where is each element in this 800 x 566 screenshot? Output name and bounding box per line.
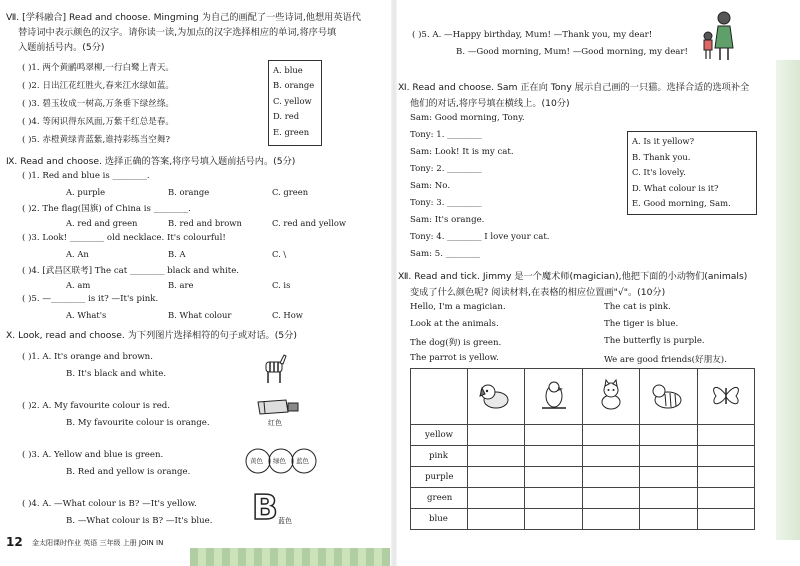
s9-q3-circle-2: 绿色	[273, 457, 286, 465]
grid-cell[interactable]	[525, 467, 582, 488]
s9-q2-a[interactable]: ( )2. A. My favourite colour is red.	[22, 401, 171, 411]
butterfly-icon	[706, 378, 746, 412]
s11-line-7: Sam: It's orange.	[410, 215, 485, 225]
s12-right-4: We are good friends(好朋友).	[604, 355, 727, 365]
s11-line-3: Sam: Look! It is my cat.	[410, 147, 514, 157]
s8-q4-b[interactable]: B. are	[168, 280, 194, 290]
grid-cell[interactable]	[640, 488, 697, 509]
s11-line-9[interactable]: Sam: 5. ________	[410, 249, 481, 259]
s8-q2-a[interactable]: A. red and green	[66, 218, 138, 228]
s8-q1-b[interactable]: B. orange	[168, 187, 210, 197]
s11-option-b: B. Thank you.	[632, 152, 691, 162]
grid-row-label: yellow	[411, 425, 468, 446]
s8-q1-a[interactable]: A. purple	[66, 187, 106, 197]
s12-right-2: The tiger is blue.	[604, 319, 679, 329]
grid-row-pink	[411, 446, 755, 467]
grid-cell[interactable]	[468, 467, 525, 488]
grid-cell[interactable]	[525, 488, 582, 509]
s11-line-5: Sam: No.	[410, 181, 451, 191]
grid-col-dog	[468, 369, 525, 425]
grid-col-cat	[582, 369, 639, 425]
s8-q1-c[interactable]: C. green	[272, 187, 309, 197]
s7-item-3[interactable]: ( )3. 碧玉妆成一树高,万条垂下绿丝绦。	[22, 99, 175, 109]
s7-option-e: E. green	[273, 127, 310, 137]
s8-q5[interactable]: ( )5. —________ is it? —It's pink.	[22, 294, 159, 304]
s7-option-a: A. blue	[273, 65, 303, 75]
s11-line-2[interactable]: Tony: 1. ________	[410, 130, 482, 140]
grid-cell[interactable]	[697, 446, 754, 467]
grid-cell[interactable]	[640, 446, 697, 467]
s12-title-line2: 变成了什么颜色呢? 阅读材料,在表格的相应位置画"√"。(10分)	[410, 287, 666, 298]
grid-cell[interactable]	[468, 509, 525, 530]
s9-q3-circle-3: 蓝色	[296, 457, 309, 465]
s8-title: Ⅸ. Read and choose. 选择正确的答案,将序号填入题前括号内。(5分)	[6, 156, 296, 167]
r5-b[interactable]: B. —Good morning, Mum! —Good morning, my dear!	[456, 47, 688, 57]
s8-q1[interactable]: ( )1. Red and blue is ________.	[22, 171, 150, 181]
s8-q5-b[interactable]: B. What colour	[168, 310, 232, 320]
s8-q4-c[interactable]: C. is	[272, 280, 291, 290]
grid-cell[interactable]	[697, 488, 754, 509]
answer-grid	[410, 368, 755, 530]
s8-q2-b[interactable]: B. red and brown	[168, 218, 242, 228]
s7-option-b: B. orange	[273, 80, 315, 90]
s8-q3-a[interactable]: A. An	[66, 249, 89, 259]
grid-cell[interactable]	[468, 446, 525, 467]
grid-cell[interactable]	[640, 467, 697, 488]
grid-header-row	[411, 369, 755, 425]
s8-q4[interactable]: ( )4. [武昌区联考] The cat ________ black and white.	[22, 266, 240, 276]
s11-option-a: A. Is it yellow?	[632, 136, 695, 146]
zebra-icon	[262, 352, 288, 386]
grid-cell[interactable]	[582, 509, 639, 530]
page-gutter	[391, 0, 397, 566]
s8-q3-c[interactable]: C. \	[272, 249, 287, 259]
s8-q5-a[interactable]: A. What's	[66, 310, 107, 320]
s12-right-3: The butterfly is purple.	[604, 336, 705, 346]
s11-line-1: Sam: Good morning, Tony.	[410, 113, 525, 123]
grid-cell[interactable]	[697, 425, 754, 446]
s7-item-1[interactable]: ( )1. 两个黄鹂鸣翠柳,一行白鹭上青天。	[22, 63, 175, 73]
s9-q4-caption: 蓝色	[278, 517, 292, 525]
grid-col-butterfly	[697, 369, 754, 425]
grid-row-label: blue	[411, 509, 468, 530]
s7-title-line1: Ⅶ. [学科融合] Read and choose. Mingming 为自己的画配了一些诗词,他想用英语代	[6, 12, 361, 23]
grid-cell[interactable]	[640, 509, 697, 530]
decorative-band	[776, 60, 800, 540]
letter-b-icon: B	[252, 488, 278, 528]
grid-col-parrot	[525, 369, 582, 425]
grid-row-purple	[411, 467, 755, 488]
s9-q4-a[interactable]: ( )4. A. —What colour is B? —It's yellow.	[22, 499, 197, 509]
s8-q2-c[interactable]: C. red and yellow	[272, 218, 347, 228]
grid-cell[interactable]	[525, 425, 582, 446]
s9-q2-b[interactable]: B. My favourite colour is orange.	[66, 418, 210, 428]
s12-left-2: Look at the animals.	[410, 319, 499, 329]
s9-q4-b[interactable]: B. —What colour is B? —It's blue.	[66, 516, 213, 526]
grid-row-label: pink	[411, 446, 468, 467]
s7-item-2[interactable]: ( )2. 日出江花红胜火,春来江水绿如蓝。	[22, 81, 175, 91]
s7-option-d: D. red	[273, 111, 300, 121]
footer-decoration	[190, 548, 390, 566]
s9-title: Ⅹ. Look, read and choose. 为下列图片选择相符的句子或对话。(5分)	[6, 330, 297, 341]
grid-row-blue	[411, 509, 755, 530]
s12-title-line1: Ⅻ. Read and tick. Jimmy 是一个魔术师(magician),他把下面的小动物们(animals)	[398, 271, 748, 282]
grid-cell[interactable]	[697, 467, 754, 488]
grid-cell[interactable]	[582, 425, 639, 446]
s12-right-1: The cat is pink.	[604, 302, 671, 312]
parrot-icon	[534, 378, 574, 412]
s9-q3-b[interactable]: B. Red and yellow is orange.	[66, 467, 191, 477]
grid-row-green	[411, 488, 755, 509]
paint-tube-icon	[254, 396, 302, 418]
footer-text: 金太阳课时作业 英语 三年级 上册 JOIN IN	[32, 539, 164, 547]
grid-cell[interactable]	[582, 488, 639, 509]
s9-q1-a[interactable]: ( )1. A. It's orange and brown.	[22, 352, 153, 362]
grid-cell[interactable]	[525, 509, 582, 530]
s11-line-4[interactable]: Tony: 2. ________	[410, 164, 482, 174]
s9-q3-a[interactable]: ( )3. A. Yellow and blue is green.	[22, 450, 164, 460]
s8-q2[interactable]: ( )2. The flag(国旗) of China is ________.	[22, 204, 191, 214]
grid-cell[interactable]	[468, 488, 525, 509]
s12-left-3: The dog(狗) is green.	[410, 338, 502, 348]
s11-title-line2: 他们的对话,将序号填在横线上。(10分)	[410, 98, 570, 109]
s7-title-line3: 入题前括号内。(5分)	[18, 42, 105, 53]
s11-title-line1: Ⅺ. Read and choose. Sam 正在向 Tony 展示自己画的一只猫。选择合适的选项补全	[398, 82, 750, 93]
s8-q3-b[interactable]: B. A	[168, 249, 186, 259]
grid-row-yellow	[411, 425, 755, 446]
grid-cell[interactable]	[525, 446, 582, 467]
s8-q5-c[interactable]: C. How	[272, 310, 303, 320]
s11-line-8[interactable]: Tony: 4. ________ I love your cat.	[410, 232, 550, 242]
s9-q2-caption: 红色	[268, 419, 282, 427]
grid-cell[interactable]	[582, 467, 639, 488]
s7-item-5[interactable]: ( )5. 赤橙黄绿青蓝紫,谁持彩练当空舞?	[22, 135, 171, 145]
s12-left-4: The parrot is yellow.	[410, 353, 499, 363]
page-number: 12	[6, 535, 23, 549]
dog-icon	[476, 378, 516, 412]
r5-a[interactable]: ( )5. A. —Happy birthday, Mum! —Thank you, my dear!	[412, 30, 653, 40]
s11-option-e: E. Good morning, Sam.	[632, 198, 731, 208]
s9-q3-circle-1: 黄色	[250, 457, 263, 465]
tiger-icon	[648, 378, 688, 412]
s11-line-6[interactable]: Tony: 3. ________	[410, 198, 482, 208]
s9-q1-b[interactable]: B. It's black and white.	[66, 369, 167, 379]
grid-cell[interactable]	[640, 425, 697, 446]
s7-title-line2: 替诗词中表示颜色的汉字。请你读一读,为加点的汉字选择相应的单词,将序号填	[18, 27, 337, 38]
s7-item-4[interactable]: ( )4. 等闲识得东风面,万紫千红总是春。	[22, 117, 175, 127]
mother-child-icon	[700, 10, 736, 62]
grid-cell[interactable]	[468, 425, 525, 446]
cat-icon	[591, 378, 631, 412]
s8-q4-a[interactable]: A. am	[66, 280, 91, 290]
grid-row-label: green	[411, 488, 468, 509]
s7-option-c: C. yellow	[273, 96, 312, 106]
s11-option-c: C. It's lovely.	[632, 167, 686, 177]
grid-cell[interactable]	[582, 446, 639, 467]
grid-cell[interactable]	[697, 509, 754, 530]
grid-row-label: purple	[411, 467, 468, 488]
grid-col-tiger	[640, 369, 697, 425]
s8-q3[interactable]: ( )3. Look! ________ old necklace. It's colourful!	[22, 233, 226, 243]
s12-left-1: Hello, I'm a magician.	[410, 302, 506, 312]
s11-option-d: D. What colour is it?	[632, 183, 719, 193]
